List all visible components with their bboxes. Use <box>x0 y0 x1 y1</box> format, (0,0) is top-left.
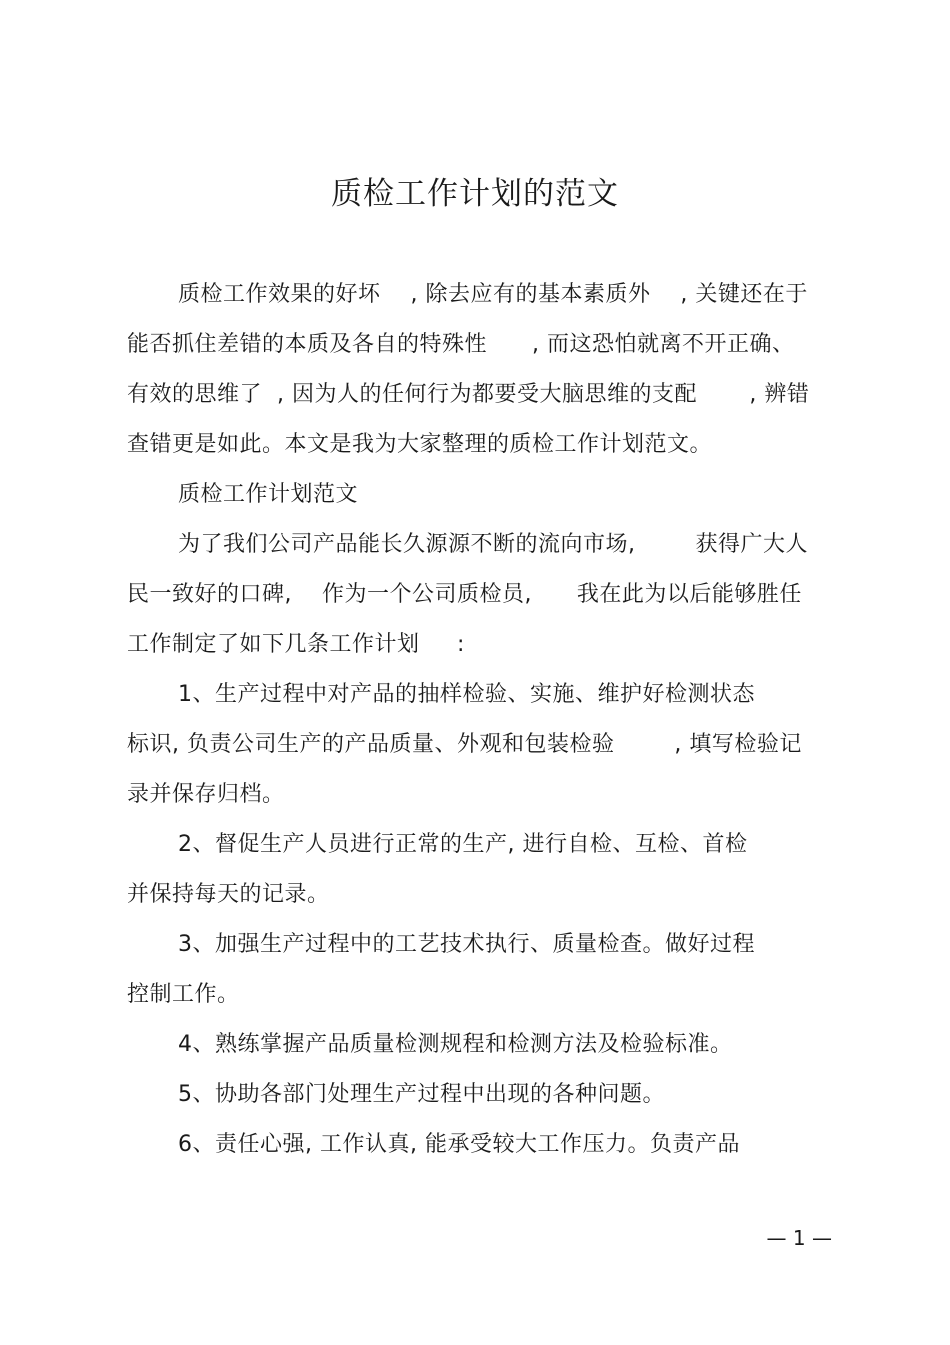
list-item-3-line-1: 3、加强生产过程中的工艺技术执行、质量检查。做好过程 <box>178 932 755 957</box>
list-item-2-line-2: 并保持每天的记录。 <box>127 882 330 907</box>
body-line-3: 有效的思维了 , 因为人的任何行为都要受大脑思维的支配 , 辨错 <box>127 382 810 407</box>
list-item-6: 6、责任心强, 工作认真, 能承受较大工作压力。负责产品 <box>178 1132 740 1157</box>
list-item-3-line-2: 控制工作。 <box>127 982 240 1007</box>
list-item-1-line-3: 录并保存归档。 <box>127 782 285 807</box>
list-item-2-line-1: 2、督促生产人员进行正常的生产, 进行自检、互检、首检 <box>178 832 748 857</box>
body-line-1: 质检工作效果的好坏 , 除去应有的基本素质外 , 关键还在于 <box>178 282 808 307</box>
page-title: 质检工作计划的范文 <box>331 176 619 212</box>
list-item-1-line-1: 1、生产过程中对产品的抽样检验、实施、维护好检测状态 <box>178 682 755 707</box>
body-line-7: 民一致好的口碑, 作为一个公司质检员, 我在此为以后能够胜任 <box>127 582 802 607</box>
body-line-4: 查错更是如此。本文是我为大家整理的质检工作计划范文。 <box>127 432 713 457</box>
section-heading: 质检工作计划范文 <box>178 482 359 507</box>
page-number: — 1 — <box>766 1226 832 1250</box>
body-line-8: 工作制定了如下几条工作计划 : <box>127 632 465 657</box>
list-item-5: 5、协助各部门处理生产过程中出现的各种问题。 <box>178 1082 665 1107</box>
body-line-2: 能否抓住差错的本质及各自的特殊性 , 而这恐怕就离不开正确、 <box>127 332 795 357</box>
list-item-1-line-2: 标识, 负责公司生产的产品质量、外观和包装检验 , 填写检验记 <box>127 732 802 757</box>
list-item-4: 4、熟练掌握产品质量检测规程和检测方法及检验标准。 <box>178 1032 733 1057</box>
body-line-6: 为了我们公司产品能长久源源不断的流向市场, 获得广大人 <box>178 532 808 557</box>
